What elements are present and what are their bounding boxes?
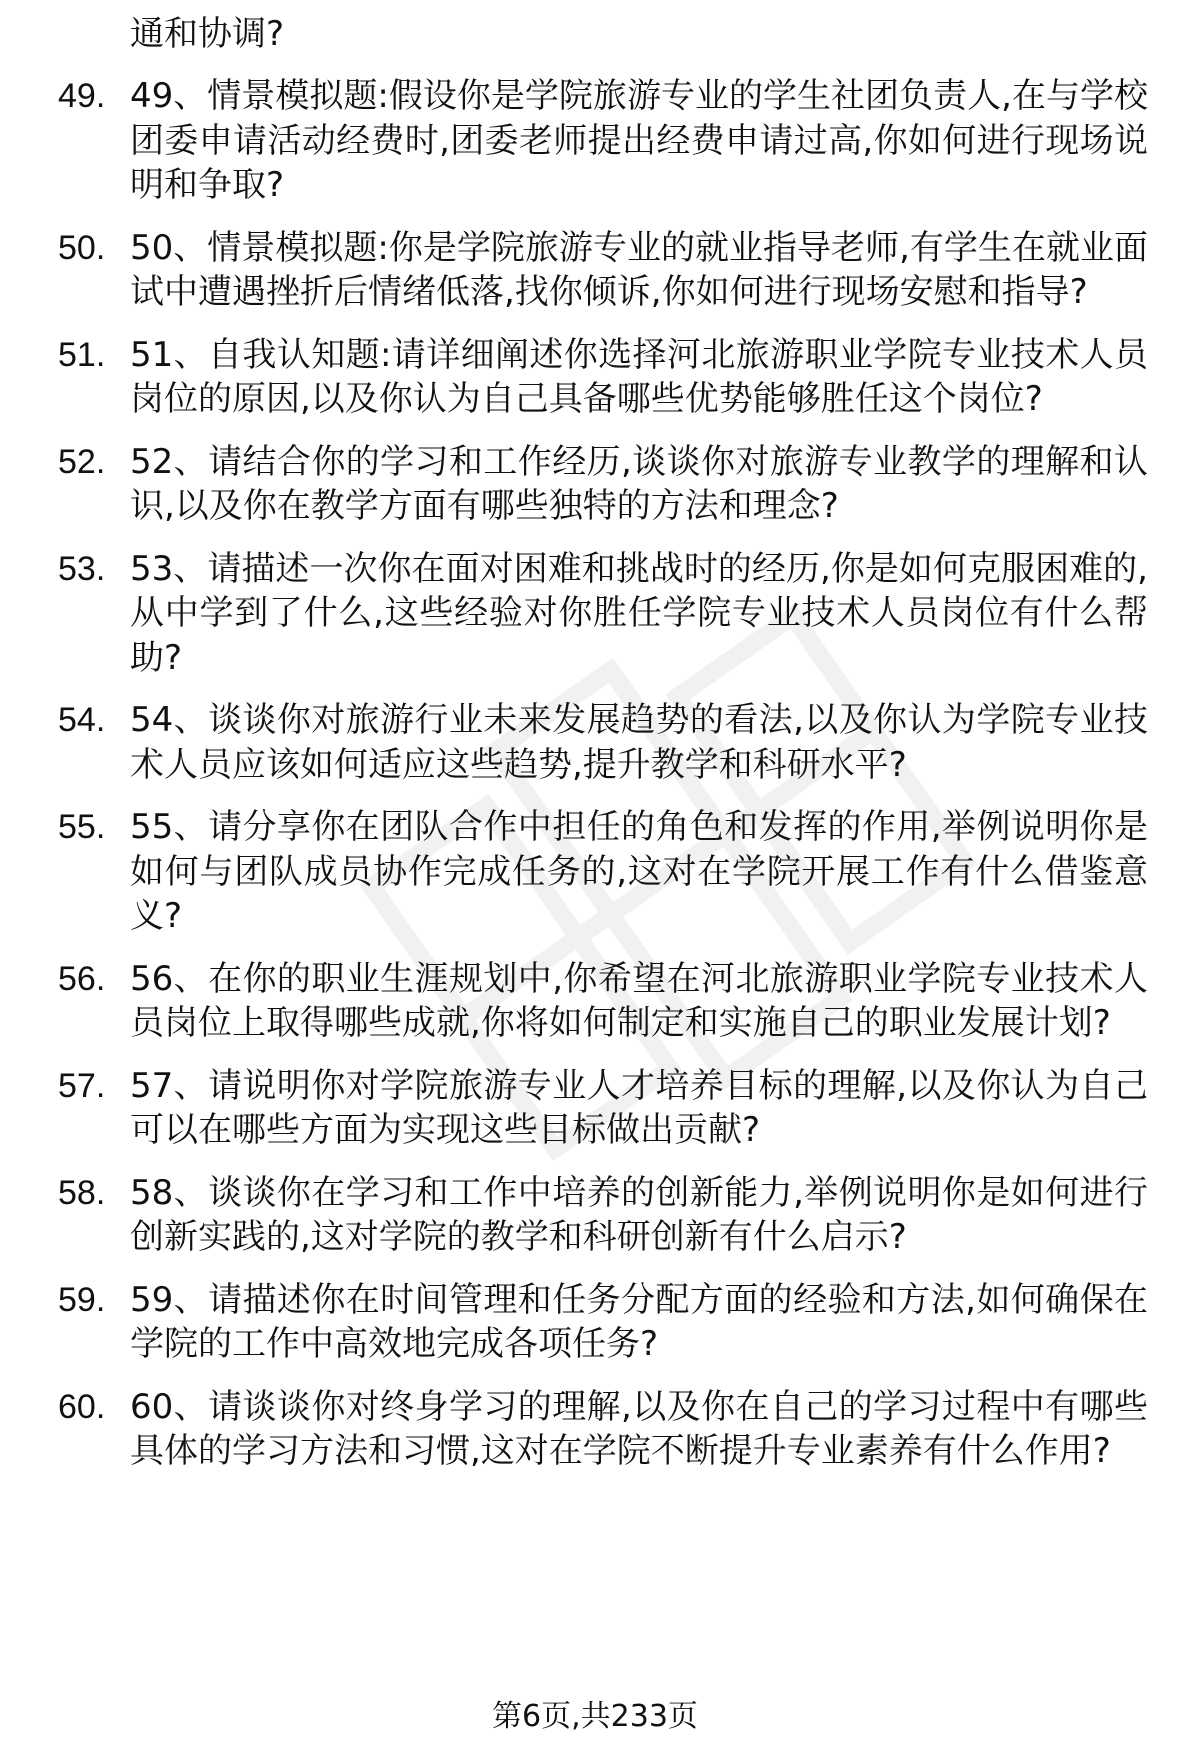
question-list <box>58 74 1148 1474</box>
question-item <box>58 957 1148 1046</box>
question-number: 49. <box>58 77 106 115</box>
question-text: 56、在你的职业生涯规划中,你希望在河北旅游职业学院专业技术人员岗位上取得哪些成就,你将如何制定和实施自己的职业发展计划? <box>130 958 1148 1043</box>
question-number: 55. <box>58 808 106 846</box>
question-number: 50. <box>58 228 106 267</box>
question-text: 57、请说明你对学院旅游专业人才培养目标的理解,以及你认为自己可以在哪些方面为实现这些目标做出贡献? <box>130 1065 1148 1150</box>
question-item <box>58 226 1148 315</box>
question-item <box>58 805 1148 939</box>
question-text: 59、请描述你在时间管理和任务分配方面的经验和方法,如何确保在学院的工作中高效地完成各项任务? <box>130 1279 1148 1364</box>
question-text: 58、谈谈你在学习和工作中培养的创新能力,举例说明你是如何进行创新实践的,这对学院的教学和科研创新有什么启示? <box>130 1172 1148 1257</box>
question-item <box>58 1278 1148 1367</box>
question-text: 50、情景模拟题:你是学院旅游专业的就业指导老师,有学生在就业面试中遭遇挫折后情绪低落,找你倾诉,你如何进行现场安慰和指导? <box>130 227 1148 312</box>
question-text: 53、请描述一次你在面对困难和挑战时的经历,你是如何克服困难的,从中学到了什么,这些经验对你胜任学院专业技术人员岗位有什么帮助? <box>130 548 1148 678</box>
continuation-text: 通和协调? <box>130 14 285 54</box>
question-number: 59. <box>58 1280 106 1319</box>
question-text: 52、请结合你的学习和工作经历,谈谈你对旅游专业教学的理解和认识,以及你在教学方面有哪些独特的方法和理念? <box>130 441 1148 526</box>
question-item <box>58 333 1148 422</box>
question-number: 52. <box>58 442 106 481</box>
question-text: 54、谈谈你对旅游行业未来发展趋势的看法,以及你认为学院专业技术人员应该如何适应这些趋势,提升教学和科研水平? <box>130 700 1148 785</box>
question-item <box>58 74 1148 208</box>
question-item <box>58 1064 1148 1153</box>
question-text: 49、情景模拟题:假设你是学院旅游专业的学生社团负责人,在与学校团委申请活动经费时,团委老师提出经费申请过高,你如何进行现场说明和争取? <box>130 76 1148 205</box>
question-number: 60. <box>58 1387 106 1426</box>
question-number: 51. <box>58 335 106 374</box>
question-number: 58. <box>58 1173 106 1212</box>
question-number: 57. <box>58 1066 106 1105</box>
question-text: 55、请分享你在团队合作中担任的角色和发挥的作用,举例说明你是如何与团队成员协作完成任务的,这对在学院开展工作有什么借鉴意义? <box>130 807 1148 936</box>
question-item <box>58 1171 1148 1260</box>
page-footer: 第6页,共233页 <box>492 1699 698 1734</box>
question-item <box>58 547 1148 681</box>
question-number: 56. <box>58 959 106 998</box>
question-item <box>58 698 1148 787</box>
question-content <box>58 12 1148 1492</box>
question-text: 60、请谈谈你对终身学习的理解,以及你在自己的学习过程中有哪些具体的学习方法和习惯,这对在学院不断提升专业素养有什么作用? <box>130 1386 1148 1471</box>
question-number: 54. <box>58 701 106 739</box>
question-item <box>58 1385 1148 1474</box>
question-text: 51、自我认知题:请详细阐述你选择河北旅游职业学院专业技术人员岗位的原因,以及你认为自己具备哪些优势能够胜任这个岗位? <box>130 334 1148 419</box>
question-item <box>58 440 1148 529</box>
question-number: 53. <box>58 549 106 588</box>
